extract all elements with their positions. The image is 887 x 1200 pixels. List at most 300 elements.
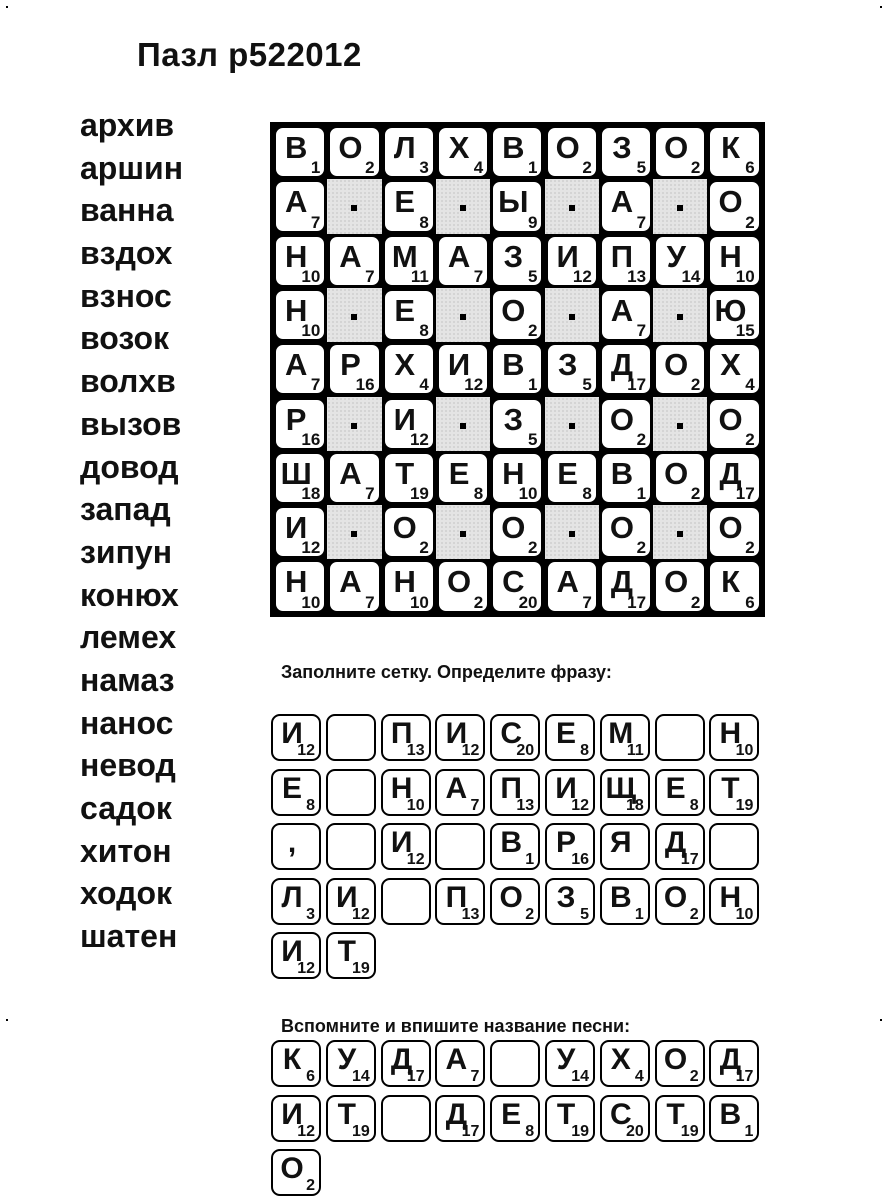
grid-cell[interactable] [708, 560, 760, 612]
cell-number: 2 [636, 429, 647, 449]
grid-cell[interactable] [546, 560, 598, 612]
cell-letter: А [339, 238, 362, 274]
cell-letter: И [336, 880, 358, 914]
dot-marker [351, 205, 357, 211]
answer-cell[interactable] [435, 714, 485, 761]
cell-letter: М [391, 238, 418, 274]
grid-cell[interactable] [600, 126, 652, 178]
cell-letter: С [609, 1097, 632, 1131]
answer-cell[interactable] [326, 1040, 376, 1087]
grid-cell[interactable] [437, 343, 489, 395]
grid-cell[interactable] [546, 343, 598, 395]
cell-letter: Х [394, 347, 416, 383]
answer-cell[interactable] [271, 769, 321, 816]
cell-letter: О [338, 130, 363, 165]
cell-number: 2 [528, 538, 538, 558]
answer-cell[interactable] [326, 769, 376, 816]
blocked-cell [653, 179, 707, 233]
grid-cell[interactable] [708, 235, 760, 287]
answer-cell[interactable] [271, 878, 321, 925]
grid-cell[interactable] [491, 235, 543, 287]
cell-letter: Д [610, 347, 633, 383]
cell-number: 4 [634, 1068, 644, 1085]
dot-marker [677, 423, 683, 429]
cell-number: 17 [627, 592, 647, 612]
crop-mark [880, 6, 882, 8]
cell-number: 14 [571, 1068, 589, 1085]
answer-cell[interactable] [326, 823, 376, 870]
grid-cell[interactable] [383, 506, 435, 558]
cell-number: 5 [580, 905, 589, 923]
grid-cell[interactable] [491, 452, 543, 504]
cell-letter: А [556, 564, 579, 600]
answer-cell[interactable] [435, 769, 485, 816]
cell-letter: Р [555, 826, 576, 859]
answer-cell[interactable] [490, 823, 540, 870]
grid-cell[interactable] [600, 235, 652, 287]
cell-number: 1 [636, 484, 647, 504]
crop-mark [880, 1019, 882, 1021]
cell-number: 19 [352, 1122, 370, 1140]
grid-cell[interactable] [600, 289, 652, 341]
word-list-item: нанос [80, 704, 174, 741]
cell-letter: К [721, 564, 740, 600]
answer-cell[interactable] [490, 1040, 540, 1087]
cell-letter: Н [719, 717, 742, 750]
blocked-cell [653, 397, 707, 451]
cell-number: 13 [516, 796, 535, 814]
grid-cell[interactable] [654, 235, 706, 287]
cell-letter: О [555, 130, 580, 165]
grid-cell[interactable] [383, 180, 435, 232]
word-list-item: ванна [80, 192, 174, 229]
answer-cell[interactable] [709, 878, 759, 925]
cell-letter: Е [665, 771, 686, 805]
answer-cell[interactable] [381, 823, 431, 870]
answer-cell[interactable] [381, 714, 431, 761]
cell-letter: Т [721, 771, 740, 805]
cell-letter: С [500, 717, 523, 750]
phrase-instruction: Заполните сетку. Определите фразу: [281, 662, 612, 682]
cell-letter: У [556, 1043, 576, 1076]
dot-marker [569, 423, 575, 429]
cell-letter: З [612, 130, 632, 165]
cell-letter: В [502, 347, 525, 383]
word-list [80, 104, 183, 958]
grid-cell[interactable] [274, 398, 326, 450]
cell-number: 10 [406, 796, 425, 814]
cell-number: 4 [745, 375, 755, 395]
grid-cell[interactable] [383, 343, 435, 395]
answer-cell[interactable] [435, 1040, 485, 1087]
cell-letter: Н [390, 771, 413, 805]
grid-cell[interactable] [328, 452, 380, 504]
cell-letter: К [282, 1043, 302, 1076]
cell-number: 12 [461, 742, 480, 759]
grid-cell[interactable] [274, 560, 326, 612]
cell-letter: Л [281, 880, 303, 914]
cell-number: 20 [518, 592, 538, 612]
grid-cell[interactable] [328, 235, 380, 287]
grid-cell[interactable] [600, 180, 652, 232]
cell-number: 17 [735, 484, 755, 504]
answer-cell[interactable] [381, 878, 431, 925]
answer-cell[interactable] [271, 714, 321, 761]
cell-number: 7 [636, 321, 647, 341]
answer-cell[interactable] [326, 932, 376, 979]
grid-cell[interactable] [437, 560, 489, 612]
word-list-item: хитон [80, 832, 172, 869]
cell-number: 12 [352, 905, 370, 923]
answer-cell[interactable] [381, 1095, 431, 1142]
answer-cell[interactable] [435, 878, 485, 925]
answer-cell[interactable] [545, 714, 595, 761]
cell-letter: Н [284, 238, 308, 274]
cell-letter: В [284, 130, 308, 165]
cell-number: 19 [571, 1122, 589, 1140]
cell-letter: Х [448, 130, 470, 165]
answer-cell[interactable] [271, 932, 321, 979]
cell-letter: З [503, 238, 524, 274]
answer-cell[interactable] [709, 1095, 759, 1142]
cell-letter: О [664, 455, 689, 491]
dot-marker [460, 314, 466, 320]
grid-cell[interactable] [708, 126, 760, 178]
cell-number: 15 [735, 321, 755, 341]
cell-letter: И [390, 826, 413, 859]
grid-cell[interactable] [600, 452, 652, 504]
cell-letter: Н [719, 238, 742, 274]
grid-cell[interactable] [437, 126, 489, 178]
answer-cell[interactable] [655, 878, 705, 925]
cell-number: 8 [582, 484, 592, 504]
cell-number: 17 [627, 375, 647, 395]
cell-letter: А [610, 292, 634, 328]
cell-letter: У [666, 238, 686, 274]
cell-number: 7 [473, 266, 484, 286]
cell-letter: В [500, 826, 523, 859]
cell-number: 10 [409, 592, 429, 612]
answer-cell[interactable] [709, 769, 759, 816]
answer-cell[interactable] [490, 714, 540, 761]
grid-cell[interactable] [383, 452, 435, 504]
cell-letter: М [608, 717, 634, 750]
cell-number: 2 [689, 1068, 699, 1085]
word-list-item: невод [80, 747, 176, 784]
grid-cell[interactable] [437, 235, 489, 287]
dot-marker [460, 205, 466, 211]
cell-letter: Е [394, 184, 416, 220]
cell-letter: А [284, 184, 308, 220]
cell-number: 3 [419, 158, 429, 178]
answer-cell[interactable] [435, 1095, 485, 1142]
grid-cell[interactable] [383, 126, 435, 178]
cell-letter: И [555, 771, 577, 805]
cell-letter: О [664, 564, 689, 600]
grid-cell[interactable] [546, 235, 598, 287]
answer-cell[interactable] [435, 823, 485, 870]
answer-cell[interactable] [545, 769, 595, 816]
cell-number: 5 [582, 375, 592, 395]
cell-number: 8 [473, 484, 484, 504]
cell-letter: Е [501, 1097, 522, 1131]
word-list-item: ходок [80, 875, 172, 912]
dot-marker [351, 423, 357, 429]
dot-marker [460, 423, 466, 429]
answer-cell[interactable] [490, 1095, 540, 1142]
grid-cell[interactable] [600, 398, 652, 450]
grid-cell[interactable] [600, 560, 652, 612]
cell-letter: А [447, 238, 471, 274]
answer-cell[interactable] [490, 878, 540, 925]
cell-number: 10 [735, 266, 755, 286]
answer-cell[interactable] [655, 714, 705, 761]
grid-cell[interactable] [274, 506, 326, 558]
dot-marker [569, 531, 575, 537]
cell-number: 12 [409, 429, 429, 449]
grid-cell[interactable] [654, 560, 706, 612]
cell-letter: А [445, 771, 468, 805]
cell-number: 7 [310, 212, 321, 232]
cell-number: 16 [571, 851, 589, 868]
cell-letter: О [609, 510, 634, 546]
grid-cell[interactable] [328, 560, 380, 612]
word-list-item: архив [80, 107, 175, 143]
answer-cell[interactable] [326, 1095, 376, 1142]
cell-letter: О [609, 401, 634, 437]
cell-number: 3 [306, 905, 315, 923]
cell-number: 5 [528, 429, 538, 449]
cell-number: 2 [306, 1177, 315, 1194]
cell-letter: А [339, 455, 362, 491]
cell-number: 5 [528, 266, 538, 286]
cell-number: 11 [626, 742, 644, 759]
answer-cell[interactable] [709, 1040, 759, 1087]
grid-cell[interactable] [708, 452, 760, 504]
answer-cell[interactable] [271, 1095, 321, 1142]
grid-cell[interactable] [328, 126, 380, 178]
cell-number: 6 [745, 592, 755, 612]
answer-cell[interactable] [709, 714, 759, 761]
cell-number: 1 [634, 905, 644, 923]
cell-letter: О [718, 184, 743, 220]
cell-letter: П [500, 771, 522, 805]
cell-number: 12 [572, 266, 592, 286]
grid-cell[interactable] [491, 126, 543, 178]
blocked-cell [436, 397, 490, 451]
cell-letter: Ю [714, 292, 747, 328]
cell-number: 7 [365, 266, 375, 286]
word-list-item: зипун [80, 533, 173, 570]
grid-cell[interactable] [708, 506, 760, 558]
crop-mark [6, 1019, 8, 1021]
grid-cell[interactable] [274, 126, 326, 178]
grid-cell[interactable] [274, 452, 326, 504]
cell-letter: Е [448, 455, 470, 491]
word-list-item: садок [80, 790, 172, 826]
dot-marker [677, 205, 683, 211]
answer-cell[interactable] [271, 1040, 321, 1087]
grid-cell[interactable] [383, 560, 435, 612]
cell-number: 2 [365, 158, 375, 178]
grid-cell[interactable] [491, 560, 543, 612]
dot-marker [677, 314, 683, 320]
cell-number: 6 [306, 1068, 315, 1085]
grid-cell[interactable] [546, 452, 598, 504]
grid-cell[interactable] [274, 343, 326, 395]
cell-letter: П [610, 238, 634, 274]
grid-cell[interactable] [708, 180, 760, 232]
blocked-cell [327, 505, 381, 559]
cell-number: 1 [528, 375, 538, 395]
cell-number: 20 [516, 742, 535, 759]
answer-cell[interactable] [381, 1040, 431, 1087]
answer-cell[interactable] [381, 769, 431, 816]
cell-number: 2 [690, 158, 701, 178]
answer-cell[interactable] [655, 823, 705, 870]
grid-cell[interactable] [274, 235, 326, 287]
answer-cell[interactable] [271, 823, 321, 870]
cell-number: 8 [306, 796, 315, 814]
grid-cell[interactable] [383, 289, 435, 341]
grid-cell[interactable] [546, 126, 598, 178]
cell-number: 12 [464, 375, 484, 395]
word-list-item: аршин [80, 149, 184, 186]
grid-cell[interactable] [328, 343, 380, 395]
answer-cell[interactable] [600, 823, 650, 870]
answer-cell[interactable] [655, 1095, 705, 1142]
cell-letter: Н [284, 292, 308, 328]
cell-letter: О [663, 1043, 688, 1076]
grid-cell[interactable] [274, 289, 326, 341]
cell-letter: И [393, 401, 416, 437]
cell-number: 17 [406, 1068, 425, 1085]
answer-cell[interactable] [600, 1040, 650, 1087]
song-instruction: Вспомните и впишите название песни: [281, 1016, 631, 1036]
word-list-item: намаз [80, 661, 175, 698]
cell-number: 7 [582, 592, 592, 612]
cell-number: 17 [735, 1068, 754, 1085]
cell-number: 6 [745, 158, 755, 178]
cell-number: 2 [745, 429, 755, 449]
grid-cell[interactable] [708, 289, 760, 341]
word-list-item: довод [80, 448, 179, 485]
cell-letter: Д [610, 564, 633, 600]
cell-number: 12 [297, 1122, 315, 1140]
answer-cell[interactable] [655, 1040, 705, 1087]
answer-cell[interactable] [545, 823, 595, 870]
cell-number: 13 [406, 742, 425, 759]
dot-marker [569, 314, 575, 320]
cell-letter: П [390, 717, 413, 750]
cell-letter: К [721, 130, 740, 165]
grid-cell[interactable] [654, 452, 706, 504]
cell-number: 17 [461, 1122, 480, 1140]
answer-cell[interactable] [545, 878, 595, 925]
cell-number: 19 [409, 484, 429, 504]
crop-mark [6, 6, 8, 8]
grid-cell[interactable] [491, 506, 543, 558]
cell-letter: Е [281, 771, 302, 805]
answer-cell[interactable] [600, 1095, 650, 1142]
cell-letter: Д [445, 1097, 468, 1131]
grid-cell[interactable] [708, 398, 760, 450]
cell-number: 10 [735, 905, 754, 923]
grid-cell[interactable] [437, 452, 489, 504]
cell-number: 20 [626, 1122, 644, 1140]
answer-cell[interactable] [326, 878, 376, 925]
grid-cell[interactable] [383, 235, 435, 287]
answer-cell[interactable] [600, 878, 650, 925]
cell-number: 2 [419, 538, 429, 558]
cell-letter: Ш [280, 455, 312, 491]
blocked-cell [327, 397, 381, 451]
answer-cell[interactable] [490, 769, 540, 816]
puzzle-title: Пазл p522012 [137, 36, 362, 73]
word-list-item: вызов [80, 405, 182, 442]
cell-letter: Н [502, 455, 525, 491]
cell-number: 8 [419, 212, 429, 232]
cell-letter: И [556, 238, 579, 274]
grid-cell[interactable] [274, 180, 326, 232]
cell-letter: З [557, 347, 578, 383]
grid-cell[interactable] [600, 506, 652, 558]
answer-cell[interactable] [600, 769, 650, 816]
grid-cell[interactable] [654, 343, 706, 395]
grid-cell[interactable] [708, 343, 760, 395]
grid-cell[interactable] [491, 289, 543, 341]
grid-cell[interactable] [491, 398, 543, 450]
dot-marker [351, 531, 357, 537]
cell-number: 1 [528, 158, 538, 178]
answer-cell[interactable] [600, 714, 650, 761]
grid-cell[interactable] [654, 126, 706, 178]
answer-cell[interactable] [709, 823, 759, 870]
cell-letter: Т [337, 935, 356, 968]
cell-number: 8 [580, 742, 589, 759]
answer-cell[interactable] [545, 1040, 595, 1087]
cell-number: 2 [525, 905, 535, 923]
cell-number: 1 [525, 851, 535, 868]
cell-letter: А [610, 184, 634, 220]
grid-cell[interactable] [383, 398, 435, 450]
cell-letter: В [609, 880, 632, 914]
grid-cell[interactable] [491, 343, 543, 395]
answer-cell[interactable] [271, 1149, 321, 1196]
cell-letter: О [501, 292, 526, 328]
cell-letter: О [499, 880, 523, 914]
cell-letter: И [281, 935, 303, 968]
blocked-cell [653, 505, 707, 559]
cell-number: 14 [681, 266, 701, 286]
answer-cell[interactable] [545, 1095, 595, 1142]
answer-cell[interactable] [326, 714, 376, 761]
grid-cell[interactable] [600, 343, 652, 395]
cell-number: 8 [689, 796, 699, 814]
cell-number: 16 [355, 375, 375, 395]
cell-letter: А [284, 347, 308, 383]
cell-number: 17 [680, 851, 699, 868]
word-list-item: взнос [80, 277, 172, 314]
cell-number: 12 [301, 538, 321, 558]
cell-letter: Д [390, 1043, 413, 1076]
cell-number: 2 [745, 538, 755, 558]
answer-cell[interactable] [655, 769, 705, 816]
grid-cell[interactable] [491, 180, 543, 232]
blocked-cell [545, 505, 599, 559]
word-list-item: волхв [80, 363, 176, 400]
cell-letter: И [447, 347, 471, 383]
